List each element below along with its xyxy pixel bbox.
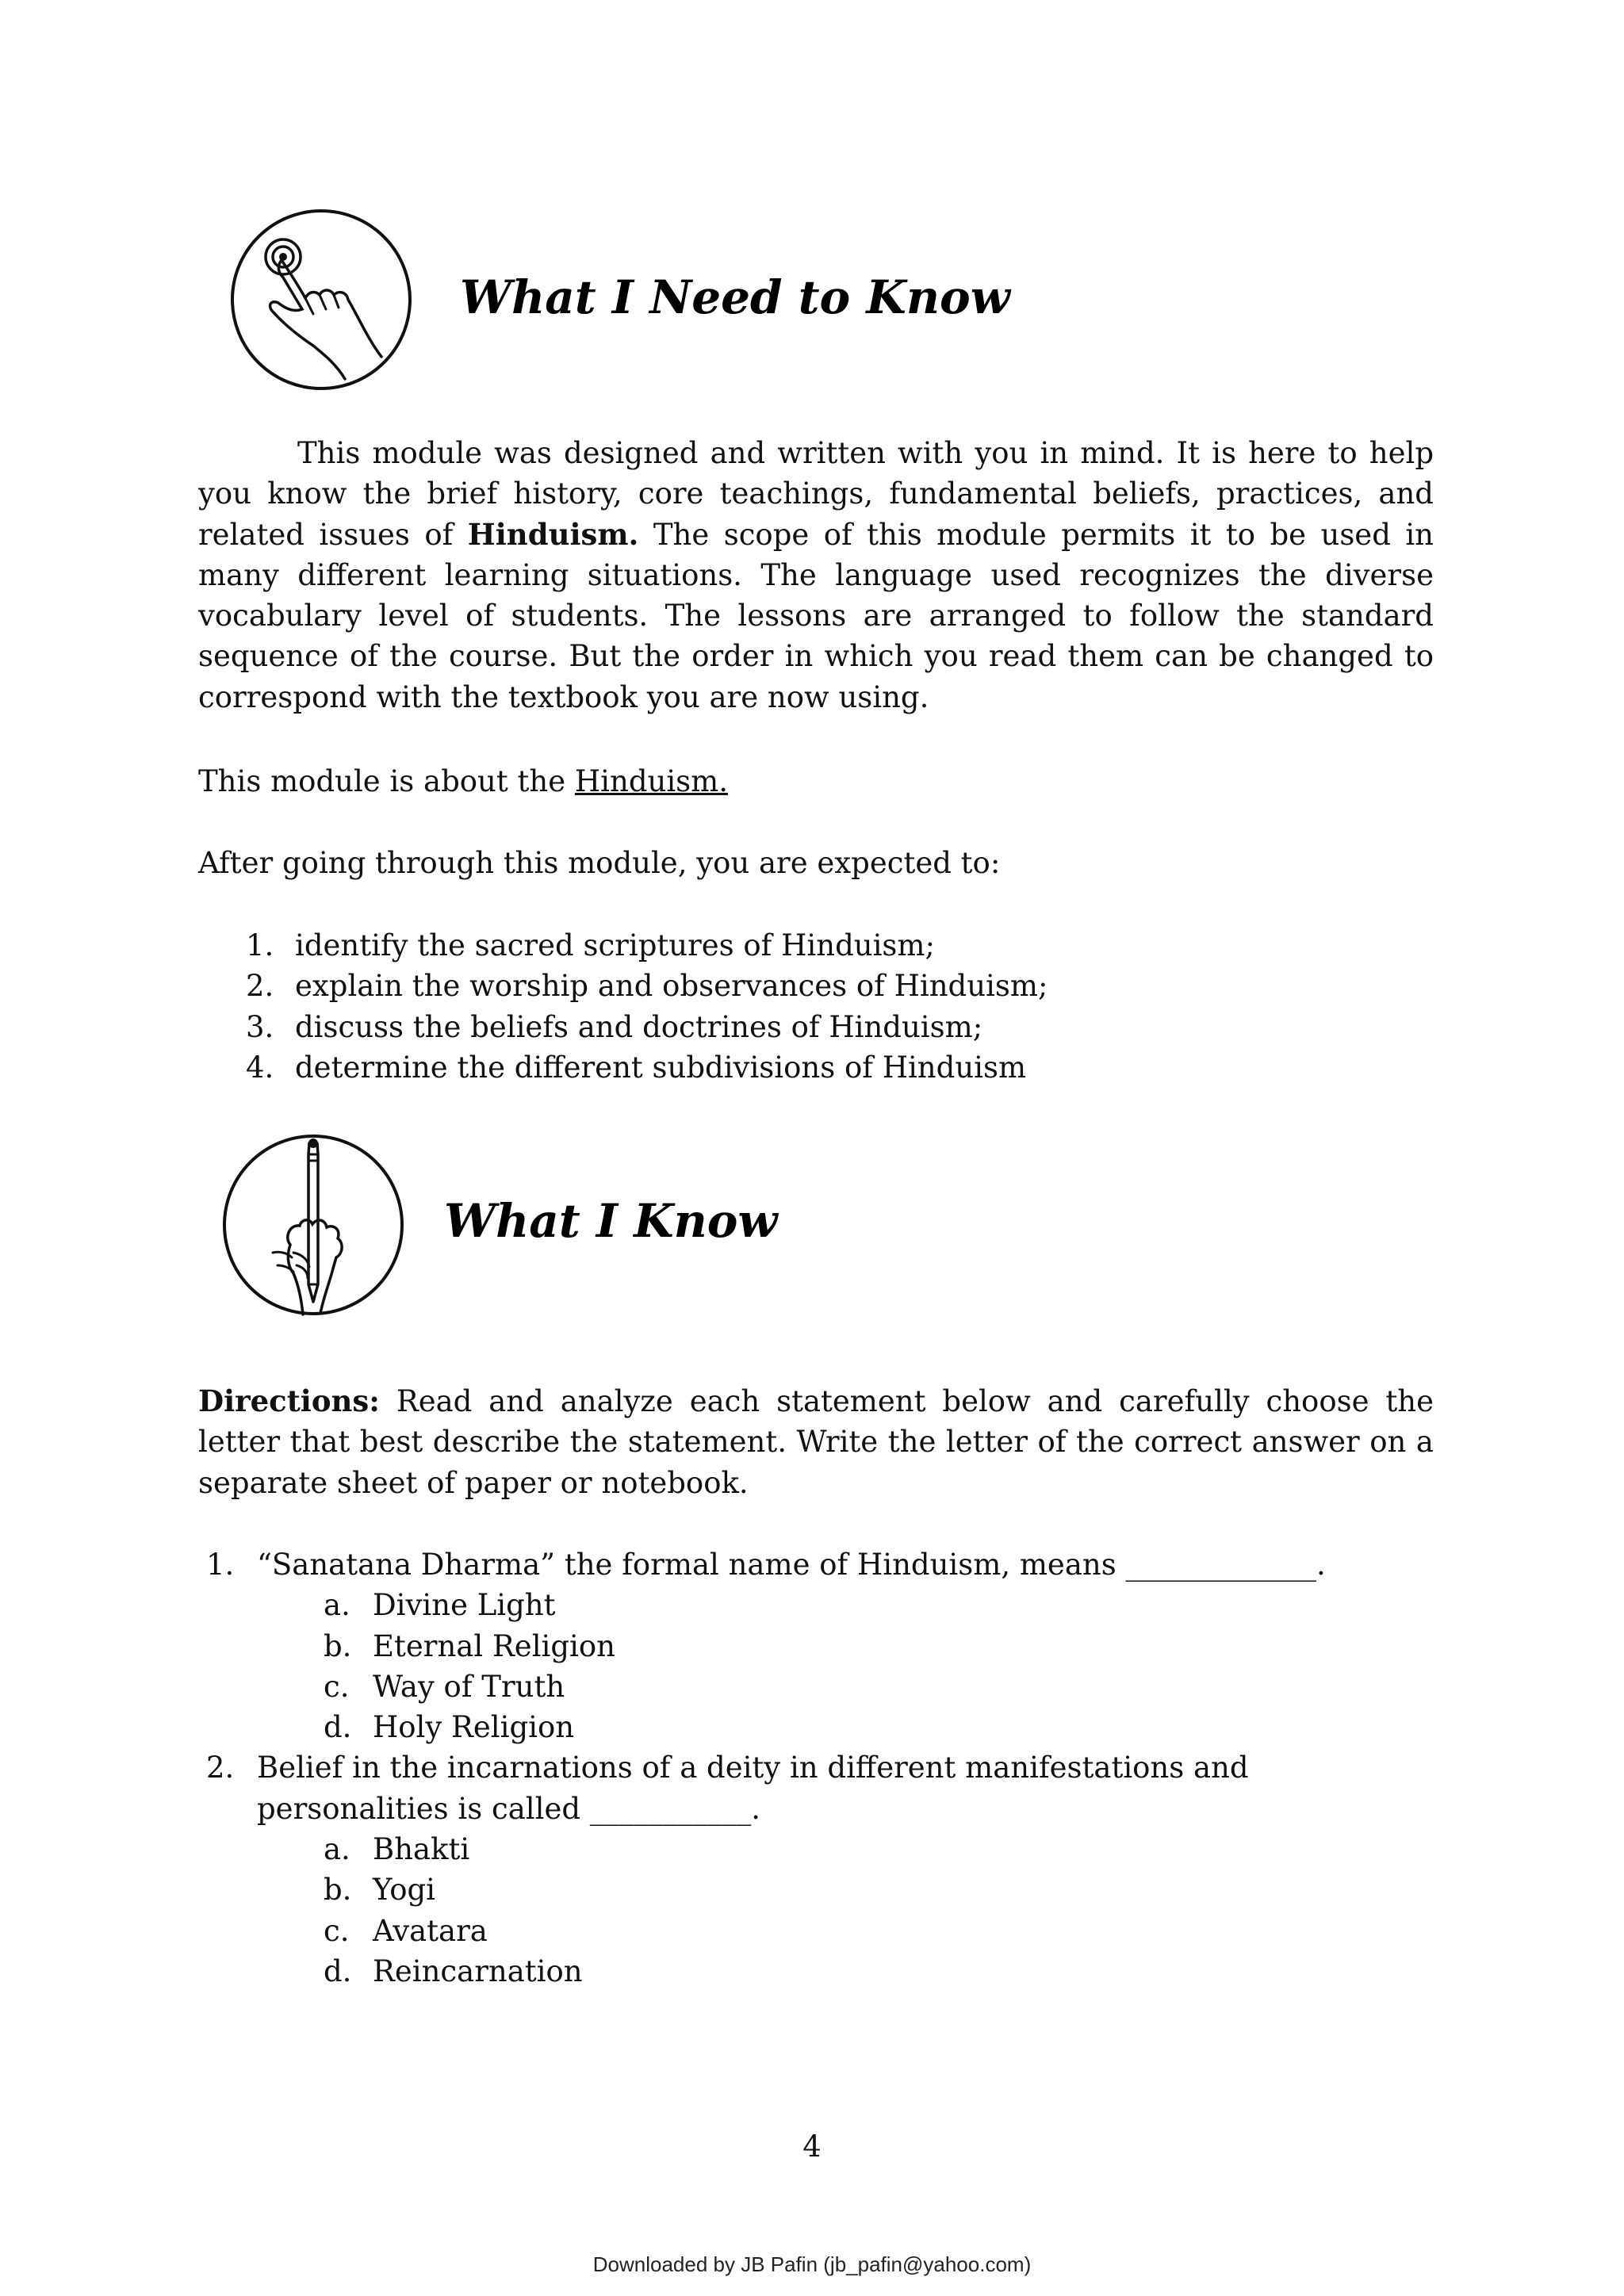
objective-item	[198, 925, 1048, 966]
objective-text: determine the different subdivisions of Hinduism	[295, 1050, 1027, 1085]
objective-number: 1.	[246, 928, 274, 962]
directions-label: Directions:	[198, 1383, 380, 1418]
intro-bold-term: Hinduism.	[467, 516, 639, 552]
choice-letter: b.	[324, 1628, 352, 1663]
question-text: “Sanatana Dharma” the formal name of Hinduism, means _____________.	[257, 1548, 1326, 1582]
choice-letter: a.	[324, 1588, 350, 1623]
objective-number: 3.	[246, 1009, 274, 1044]
choice-list	[257, 1585, 1435, 1747]
objective-text: explain the worship and observances of Hinduism;	[295, 969, 1048, 1004]
choice-item	[257, 1707, 1435, 1747]
choice-letter: b.	[324, 1873, 352, 1908]
about-prefix: This module is about the	[198, 764, 575, 798]
page-number: 4	[802, 2130, 822, 2164]
directions-paragraph	[198, 1381, 1434, 1503]
objective-number: 2.	[246, 969, 274, 1004]
choice-text: Way of Truth	[373, 1669, 565, 1704]
choice-letter: a.	[324, 1832, 350, 1867]
choice-text: Yogi	[373, 1873, 436, 1908]
choice-item	[257, 1951, 1435, 1992]
choice-text: Avatara	[373, 1913, 488, 1948]
choice-item	[257, 1911, 1435, 1951]
choice-list	[257, 1829, 1435, 1992]
choice-item	[257, 1667, 1435, 1707]
objectives-list	[198, 925, 1048, 1088]
choice-text: Reincarnation	[373, 1954, 583, 1988]
section-title-what-i-know: What I Know	[444, 1194, 778, 1248]
question-item	[198, 1544, 1435, 1747]
choice-item	[257, 1626, 1435, 1667]
objective-item	[198, 966, 1048, 1006]
choice-item	[257, 1869, 1435, 1910]
choice-letter: c.	[324, 1913, 350, 1948]
module-about-line	[198, 761, 728, 802]
about-topic: Hinduism.	[574, 764, 729, 798]
choice-text: Eternal Religion	[373, 1628, 615, 1663]
choice-text: Holy Religion	[373, 1710, 575, 1745]
objective-number: 4.	[246, 1050, 274, 1085]
objective-text: discuss the beliefs and doctrines of Hinduism;	[295, 1009, 983, 1044]
choice-item	[257, 1829, 1435, 1869]
expectations-intro: After going through this module, you are expected to:	[198, 846, 1001, 880]
choice-item	[257, 1585, 1435, 1625]
section-title-what-i-need-to-know: What I Need to Know	[460, 270, 1010, 324]
choice-text: Divine Light	[373, 1588, 556, 1623]
question-number: 1.	[206, 1548, 235, 1582]
intro-paragraph	[198, 433, 1434, 718]
choice-letter: d.	[324, 1954, 352, 1988]
objective-text: identify the sacred scriptures of Hinduism;	[295, 928, 935, 962]
pointing-hand-icon	[226, 205, 424, 395]
objective-item	[198, 1007, 1048, 1047]
download-footer: Downloaded by JB Pafin (jb_pafin@yahoo.com)	[592, 2252, 1032, 2276]
choice-letter: d.	[324, 1710, 352, 1745]
intro-text-start: This module was designed and written with you in mind. It is here to help you know the brief history, core teachings, fundamental beliefs, practices, and related issues of	[198, 436, 1434, 552]
choice-letter: c.	[324, 1669, 350, 1704]
question-number: 2.	[206, 1751, 235, 1785]
question-text: Belief in the incarnations of a deity in different manifestations and personalities is called ___________.	[257, 1751, 1249, 1826]
question-list	[198, 1544, 1435, 1992]
choice-text: Bhakti	[373, 1832, 470, 1867]
intro-text-end: The scope of this module permits it to be used in many different learning situations. The language used recognizes the diverse vocabulary level of students. The lessons are arranged to follow the standard sequence of the course. But the order in which you read them can be changed to correspond with the textbook you are now using.	[198, 517, 1434, 714]
directions-text: Read and analyze each statement below and carefully choose the letter that best describe the statement. Write the letter of the correct answer on a separate sheet of paper or notebook.	[198, 1384, 1434, 1500]
objective-item	[198, 1047, 1048, 1088]
question-item	[198, 1747, 1435, 1992]
hand-holding-pencil-icon	[214, 1126, 412, 1320]
